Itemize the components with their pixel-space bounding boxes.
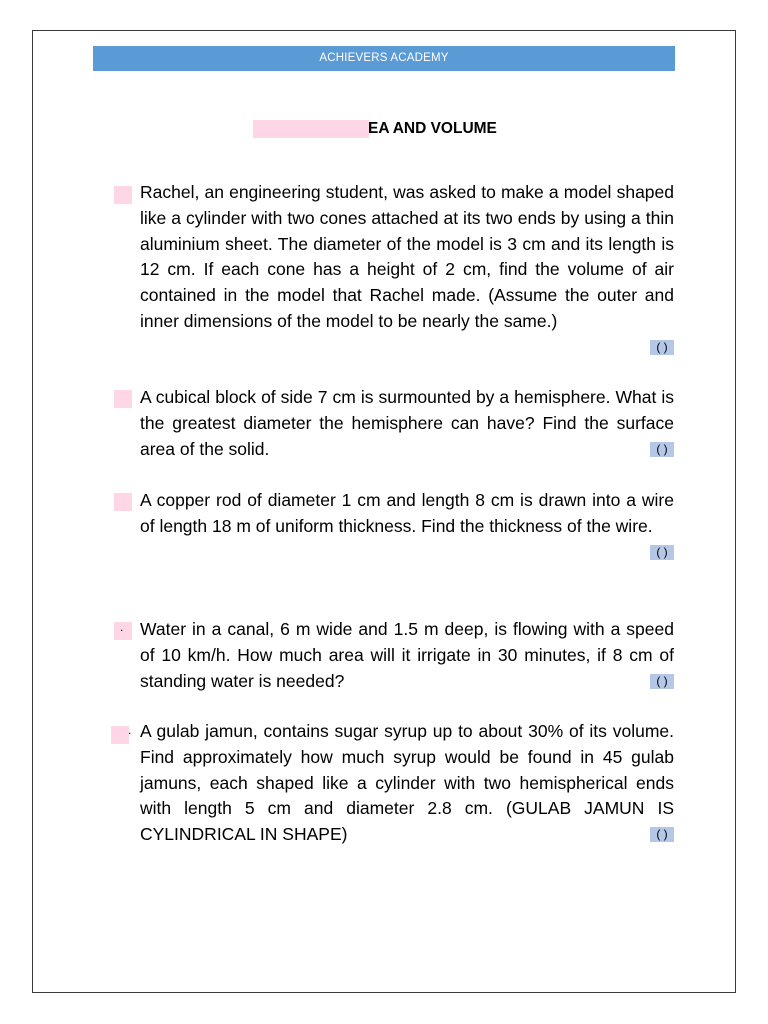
question-number: . [120, 620, 124, 634]
question-text: A copper rod of diameter 1 cm and length 8 cm is drawn into a wire of length 18 m of uniform thickness. Find the thickness of the wire. [140, 490, 674, 536]
page-title: EA AND VOLUME [368, 120, 497, 137]
header-bar: ACHIEVERS ACADEMY [93, 46, 675, 71]
marks-bracket: ( ) [650, 545, 674, 560]
marks-bracket: ( ) [650, 827, 674, 842]
marks-bracket: ( ) [650, 442, 674, 457]
question-text: Water in a canal, 6 m wide and 1.5 m deep, is flowing with a speed of 10 km/h. How much area will it irrigate in 30 minutes, if 8 cm of standing water is needed? [140, 619, 674, 691]
title-redaction-highlight [253, 120, 369, 138]
question-text: A gulab jamun, contains sugar syrup up to about 30% of its volume. Find approximately how much syrup would be found in 45 gulab jamuns, each shaped like a cylinder with two hemispherical ends with length 5 cm and diameter 2.8 cm. (GULAB JAMUN IS CYLINDRICAL IN SHAPE) [140, 721, 674, 845]
question-number-highlight [111, 726, 129, 744]
marks-bracket: ( ) [650, 340, 674, 355]
question-number-highlight [114, 390, 132, 408]
question-text: A cubical block of side 7 cm is surmounted by a hemisphere. What is the greatest diameter the hemisphere can have? Find the surface area of the solid. [140, 387, 674, 459]
question-number-highlight [114, 186, 132, 204]
question-text: Rachel, an engineering student, was asked to make a model shaped like a cylinder with two cones attached at its two ends by using a thin aluminium sheet. The diameter of the model is 3 cm and its length is 12 cm. If each cone has a height of 2 cm, find the volume of air contained in the model that Rachel made. (Assume the outer and inner dimensions of the model to be nearly the same.) [140, 182, 674, 331]
marks-bracket: ( ) [650, 674, 674, 689]
question-number-highlight [114, 493, 132, 511]
question-number: . [128, 723, 132, 737]
